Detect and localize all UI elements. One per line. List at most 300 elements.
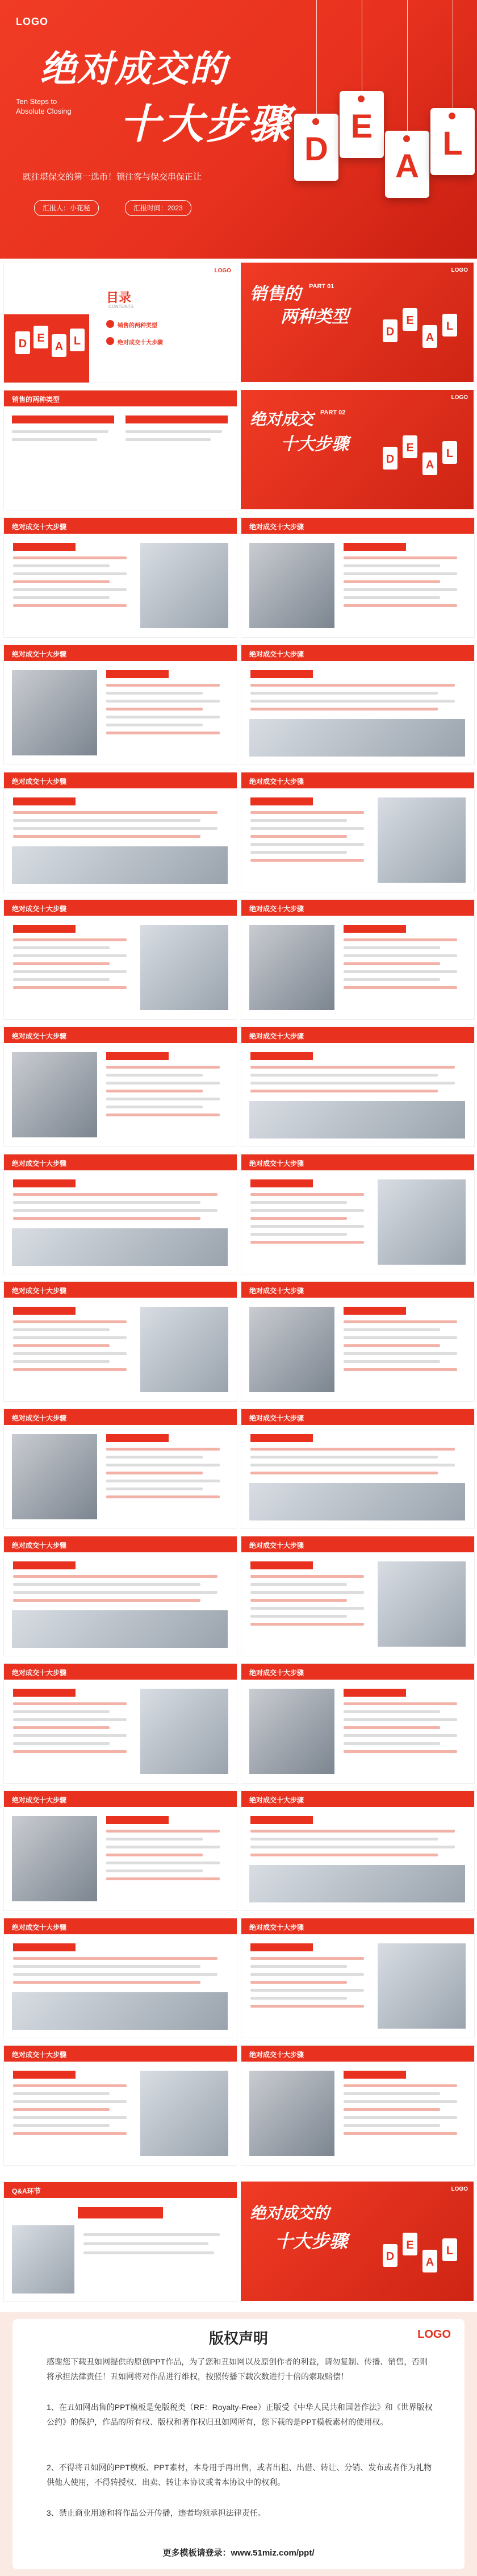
- text-line: [344, 1344, 440, 1347]
- photo: [12, 1052, 97, 1137]
- text-line: [250, 700, 455, 703]
- copyright-paragraph-2: 1、在丑如网出售的PPT模板是免版税类（RF：Royalty-Free）正版受《中华人民共和国著作法》和《世界版权公约》的保护，作品的所有权、版权和著作权归丑如网所有，您下载的是PPT模板素材的使用权。: [47, 2403, 433, 2427]
- text-line: [106, 1846, 220, 1848]
- text-line: [344, 2116, 457, 2119]
- text-line: [106, 724, 203, 726]
- text-line: [344, 954, 457, 957]
- section-label: [13, 1689, 76, 1697]
- section-label: [13, 2071, 76, 2079]
- text-line: [13, 1591, 217, 1594]
- slide-closing: [241, 2182, 474, 2301]
- text-line: [250, 1607, 364, 1610]
- slide-step: [241, 1409, 475, 1529]
- text-line: [13, 1328, 110, 1331]
- mini-tag: D: [383, 2244, 398, 2267]
- reporter-chip: 汇报人：小花秘: [34, 200, 99, 216]
- slide-step: [241, 899, 475, 1020]
- text-line: [13, 580, 110, 583]
- text-line: [250, 1830, 455, 1833]
- closing-title-1: 绝对成交的: [250, 2204, 330, 2222]
- text-line: [13, 1352, 127, 1355]
- text-line: [13, 572, 127, 575]
- text-line: [83, 2233, 220, 2236]
- text-line: [344, 604, 457, 607]
- part1-number: PART 01: [309, 283, 334, 290]
- text-line: [12, 430, 108, 433]
- mini-tag: A: [422, 325, 437, 348]
- part1-title-b: 两种类型: [281, 308, 349, 326]
- photo: [249, 2071, 334, 2156]
- text-line: [250, 835, 347, 838]
- slide-step: [241, 2045, 475, 2166]
- text-line: [13, 1718, 127, 1721]
- text-line: [13, 596, 110, 599]
- slide-step: [3, 899, 237, 1020]
- slide-header-title: 绝对成交十大步骤: [249, 1287, 304, 1295]
- text-line: [13, 946, 110, 949]
- text-line: [13, 962, 110, 965]
- text-line: [83, 2242, 208, 2245]
- text-line: [106, 1082, 220, 1085]
- column-header: [12, 416, 114, 423]
- text-line: [250, 1838, 438, 1840]
- slide-header-title: 绝对成交十大步骤: [249, 1923, 304, 1931]
- slide-header-title: 绝对成交十大步骤: [12, 1796, 67, 1804]
- photo: [249, 1483, 465, 1520]
- tag-letter-e: E: [340, 91, 384, 158]
- mini-tag: L: [442, 2238, 457, 2261]
- text-line: [344, 978, 440, 981]
- slide-header-title: 绝对成交十大步骤: [12, 905, 67, 913]
- text-line: [13, 604, 127, 607]
- text-line: [13, 2084, 127, 2087]
- text-line: [13, 1201, 200, 1204]
- text-line: [250, 1456, 438, 1459]
- text-line: [344, 946, 440, 949]
- slide-step: [241, 1281, 475, 1402]
- text-line: [344, 580, 440, 583]
- section-label: [13, 1179, 76, 1187]
- text-line: [250, 1241, 364, 1244]
- text-line: [106, 1090, 203, 1092]
- text-line: [13, 588, 127, 591]
- text-line: [250, 1074, 438, 1077]
- photo: [12, 2225, 74, 2294]
- text-line: [13, 1583, 200, 1586]
- slide-header-title: 绝对成交十大步骤: [12, 1287, 67, 1295]
- text-line: [13, 1734, 127, 1737]
- text-line: [13, 2108, 110, 2111]
- section-label: [13, 543, 76, 551]
- slide-header-title: 绝对成交十大步骤: [12, 2051, 67, 2059]
- mini-tag: D: [15, 331, 30, 354]
- text-line: [344, 1352, 457, 1355]
- slide-header-title: 绝对成交十大步骤: [12, 778, 67, 786]
- text-line: [250, 1193, 364, 1196]
- text-line: [250, 1583, 347, 1586]
- slide-step: [3, 517, 237, 638]
- slide-qa: [3, 2182, 237, 2302]
- text-line: [344, 1702, 457, 1705]
- bullet-icon: [106, 337, 114, 345]
- photo: [140, 925, 228, 1010]
- section-label: [13, 925, 76, 933]
- slide-header-title: 绝对成交十大步骤: [249, 2051, 304, 2059]
- copyright-paragraph-4: 3、禁止商业用途和将作品公开传播，违者均须承担法律责任。: [47, 2508, 266, 2517]
- text-line: [13, 1710, 110, 1713]
- section-label: [344, 543, 406, 551]
- tag-letter-a: A: [385, 131, 429, 198]
- slide-step: [3, 645, 237, 765]
- text-line: [250, 1854, 438, 1856]
- hero-title-line1: 绝对成交的: [40, 48, 227, 89]
- text-line: [250, 1846, 455, 1848]
- text-line: [250, 1973, 364, 1976]
- text-line: [13, 1320, 127, 1323]
- text-line: [106, 1495, 220, 1498]
- hero-logo: LOGO: [16, 16, 48, 27]
- section-label: [250, 670, 313, 678]
- text-line: [106, 1830, 220, 1833]
- text-line: [250, 859, 364, 862]
- text-line: [344, 1336, 457, 1339]
- slide-step: [3, 772, 237, 892]
- text-line: [344, 1328, 440, 1331]
- text-line: [13, 1965, 200, 1968]
- slide-step: [3, 2045, 237, 2166]
- text-line: [106, 1448, 220, 1451]
- photo: [249, 1865, 465, 1902]
- photo: [140, 1307, 228, 1392]
- text-line: [13, 978, 110, 981]
- slide-step: [241, 1790, 475, 1911]
- text-line: [13, 811, 217, 814]
- photo: [378, 1179, 466, 1265]
- slide-header-title: 绝对成交十大步骤: [12, 1032, 67, 1040]
- text-line: [250, 692, 438, 695]
- text-line: [13, 835, 200, 838]
- photo: [140, 1689, 228, 1774]
- photo: [12, 1228, 228, 1266]
- photo: [249, 1307, 334, 1392]
- copyright-paragraph-1: 感谢您下载丑如网提供的原创PPT作品，为了您和丑如网以及原创作者的利益，请勿复制、传播、销售，否则将承担法律责任！丑如网将对作品进行维权，按照传播下载次数进行十倍的索取赔偿！: [47, 2357, 428, 2381]
- slide-step: [3, 1663, 237, 1784]
- text-line: [13, 2092, 110, 2095]
- section-label: [344, 1689, 406, 1697]
- section-label: [344, 925, 406, 933]
- text-line: [13, 1981, 200, 1984]
- text-line: [106, 700, 220, 703]
- text-line: [250, 843, 364, 846]
- photo: [249, 1101, 465, 1139]
- text-line: [13, 2100, 127, 2103]
- text-line: [106, 1854, 203, 1856]
- text-line: [250, 1201, 347, 1204]
- photo: [12, 670, 97, 755]
- slide-header-title: 绝对成交十大步骤: [12, 1414, 67, 1422]
- slide-header-title: 绝对成交十大步骤: [249, 523, 304, 531]
- slide-logo: LOGO: [214, 268, 231, 274]
- section-label: [106, 1816, 169, 1824]
- section-label: [250, 1052, 313, 1060]
- section-label: [250, 797, 313, 805]
- slide-header-title: 绝对成交十大步骤: [249, 778, 304, 786]
- hero-title-line2: 十大步骤: [119, 102, 292, 147]
- tag-string: [316, 0, 317, 114]
- text-line: [13, 1209, 217, 1212]
- slide-step: [241, 1027, 475, 1147]
- slide-header-title: 绝对成交十大步骤: [12, 1669, 67, 1677]
- section-label: [250, 1179, 313, 1187]
- text-line: [13, 986, 127, 989]
- photo: [12, 1816, 97, 1901]
- slide-part-01: [241, 263, 474, 382]
- text-line: [13, 1702, 127, 1705]
- slide-header-title: 绝对成交十大步骤: [249, 905, 304, 913]
- photo: [378, 1561, 466, 1647]
- text-line: [13, 954, 127, 957]
- mini-tag: E: [403, 2233, 417, 2255]
- mini-tag: A: [52, 334, 66, 357]
- text-line: [250, 1209, 364, 1212]
- slide-step: [241, 1536, 475, 1656]
- copyright-section: [0, 2312, 477, 2576]
- text-line: [13, 564, 110, 567]
- text-line: [344, 556, 457, 559]
- more-templates-link[interactable]: 更多模板请登录：www.51miz.com/ppt/: [162, 2548, 315, 2558]
- section-label: [13, 1943, 76, 1951]
- bullet-icon: [106, 320, 114, 328]
- text-line: [250, 1997, 347, 2000]
- part1-title-a: 销售的: [250, 285, 301, 304]
- copyright-title: 版权声明: [208, 2330, 268, 2347]
- copyright-logo: LOGO: [417, 2328, 451, 2341]
- part2-title-b: 十大步骤: [281, 435, 349, 454]
- text-line: [250, 1957, 364, 1960]
- photo: [249, 925, 334, 1010]
- text-line: [13, 1575, 217, 1578]
- slide-toc: [3, 263, 237, 383]
- photo: [12, 1992, 228, 2030]
- text-line: [106, 1488, 203, 1490]
- text-line: [250, 1981, 347, 1984]
- text-line: [250, 1599, 347, 1602]
- text-line: [106, 684, 220, 687]
- photo: [12, 1434, 97, 1519]
- text-line: [12, 438, 97, 441]
- text-line: [250, 1965, 347, 1968]
- photo: [249, 543, 334, 628]
- section-label: [250, 1434, 313, 1442]
- photo: [140, 2071, 228, 2156]
- text-line: [344, 1360, 440, 1363]
- text-line: [344, 564, 440, 567]
- mini-tag: E: [403, 308, 417, 331]
- text-line: [250, 1225, 364, 1228]
- mini-tag: L: [442, 314, 457, 336]
- text-line: [250, 1575, 364, 1578]
- toc-subtitle: CONTENTS: [108, 304, 133, 309]
- text-line: [13, 1344, 110, 1347]
- text-line: [13, 970, 127, 973]
- photo: [249, 719, 465, 757]
- text-line: [344, 1710, 440, 1713]
- text-line: [106, 732, 220, 734]
- text-line: [13, 1973, 217, 1976]
- text-line: [344, 1320, 457, 1323]
- text-line: [106, 1074, 203, 1077]
- text-line: [106, 1456, 203, 1459]
- slide-header-title: 绝对成交十大步骤: [12, 1542, 67, 1549]
- toc-item-2: 绝对成交十大步骤: [118, 340, 163, 346]
- photo: [140, 543, 228, 628]
- slide-step: [3, 1918, 237, 2038]
- section-label: [250, 1561, 313, 1569]
- text-line: [344, 2092, 440, 2095]
- text-line: [106, 1877, 220, 1880]
- text-line: [344, 572, 457, 575]
- photo: [12, 1610, 228, 1648]
- slide-types: [3, 390, 237, 510]
- cover-banner: [0, 0, 477, 259]
- slide-header-title: 绝对成交十大步骤: [249, 650, 304, 658]
- text-line: [106, 1114, 220, 1116]
- text-line: [250, 1448, 455, 1451]
- section-label: [13, 1561, 76, 1569]
- slide-header-title: Q&A环节: [12, 2187, 41, 2195]
- slide-step: [3, 1154, 237, 1274]
- section-label: [13, 1307, 76, 1315]
- copyright-paragraph-3: 2、不得将丑如网的PPT模板、PPT素材，本身用于再出售，或者出租、出借、转让、分销、发布或者作为礼物供他人使用，不得转授权、出卖、转让本协议或者本协议中的权利。: [47, 2463, 432, 2487]
- slide-header-title: 绝对成交十大步骤: [249, 1796, 304, 1804]
- text-line: [250, 1472, 438, 1474]
- slide-part-02: [241, 390, 474, 509]
- text-line: [13, 1750, 127, 1753]
- part2-number: PART 02: [320, 409, 346, 416]
- text-line: [106, 716, 220, 718]
- text-line: [13, 1360, 110, 1363]
- text-line: [250, 1066, 455, 1069]
- slide-header-title: 绝对成交十大步骤: [12, 650, 67, 658]
- tag-letter-l: L: [430, 108, 475, 175]
- text-line: [250, 851, 347, 854]
- text-line: [344, 2100, 457, 2103]
- slide-header-title: 销售的两种类型: [12, 396, 60, 404]
- text-line: [250, 1233, 347, 1236]
- slide-step: [241, 1663, 475, 1784]
- toc-title: 目录: [106, 290, 132, 305]
- slide-step: [3, 1409, 237, 1529]
- text-line: [250, 811, 364, 814]
- text-line: [13, 827, 217, 830]
- mini-tag: D: [383, 319, 398, 342]
- slide-header-title: 绝对成交十大步骤: [12, 1160, 67, 1167]
- toc-item-1: 销售的两种类型: [118, 323, 157, 329]
- photo: [12, 846, 228, 884]
- section-label: [344, 1307, 406, 1315]
- text-line: [250, 1217, 347, 1220]
- text-line: [106, 1838, 203, 1840]
- text-line: [106, 1480, 220, 1482]
- text-line: [13, 938, 127, 941]
- slide-logo: LOGO: [451, 394, 468, 401]
- text-line: [106, 708, 203, 711]
- text-line: [13, 1217, 200, 1220]
- text-line: [106, 1464, 220, 1466]
- column-header: [125, 416, 228, 423]
- text-line: [344, 2132, 457, 2135]
- text-line: [344, 1742, 440, 1745]
- mini-tag: A: [422, 452, 437, 475]
- text-line: [344, 1750, 457, 1753]
- hero-subtitle: 既往堪保交的第一选币！锁往客与保交串保正让: [23, 172, 202, 182]
- slide-step: [241, 1154, 475, 1274]
- text-line: [344, 2108, 440, 2111]
- text-line: [344, 962, 440, 965]
- slide-header-title: 绝对成交十大步骤: [249, 1160, 304, 1167]
- slide-header-title: 绝对成交十大步骤: [12, 523, 67, 531]
- text-line: [344, 588, 457, 591]
- section-label: [106, 1434, 169, 1442]
- slide-step: [241, 517, 475, 638]
- text-line: [13, 1599, 200, 1602]
- slide-step: [3, 1790, 237, 1911]
- text-line: [13, 819, 200, 822]
- text-line: [344, 2084, 457, 2087]
- part2-title-a: 绝对成交: [250, 410, 314, 428]
- text-line: [83, 2251, 214, 2254]
- text-line: [344, 1718, 457, 1721]
- slide-step: [3, 1281, 237, 1402]
- mini-tag: E: [34, 326, 48, 348]
- text-line: [250, 1623, 364, 1626]
- text-line: [250, 819, 347, 822]
- slide-logo: LOGO: [451, 267, 468, 273]
- text-line: [250, 1989, 364, 1992]
- hero-english: Ten Steps to Absolute Closing: [16, 97, 72, 115]
- photo: [249, 1689, 334, 1774]
- mini-tag: L: [442, 441, 457, 464]
- text-line: [106, 1106, 203, 1108]
- text-line: [13, 1368, 127, 1371]
- text-line: [106, 1472, 203, 1474]
- slide-header-title: 绝对成交十大步骤: [249, 1669, 304, 1677]
- slide-step: [241, 1918, 475, 2038]
- photo: [378, 1943, 466, 2029]
- text-line: [250, 684, 455, 687]
- text-line: [344, 2124, 440, 2127]
- slide-header-title: 绝对成交十大步骤: [249, 1032, 304, 1040]
- closing-title-2: 十大步骤: [275, 2231, 348, 2251]
- slide-step: [3, 1027, 237, 1147]
- text-line: [250, 708, 438, 711]
- copyright-card: [12, 2319, 465, 2569]
- text-line: [106, 1869, 203, 1872]
- section-label: [250, 1943, 313, 1951]
- text-line: [106, 1066, 220, 1069]
- text-line: [13, 1726, 110, 1729]
- text-line: [13, 1336, 127, 1339]
- tag-letter-d: D: [294, 114, 338, 181]
- slide-logo: LOGO: [451, 2186, 468, 2192]
- mini-tag: A: [422, 2250, 437, 2272]
- text-line: [106, 692, 203, 695]
- text-line: [250, 827, 364, 830]
- text-line: [344, 938, 457, 941]
- mini-tag: L: [70, 329, 85, 351]
- mini-tag: E: [403, 435, 417, 458]
- text-line: [250, 1090, 438, 1092]
